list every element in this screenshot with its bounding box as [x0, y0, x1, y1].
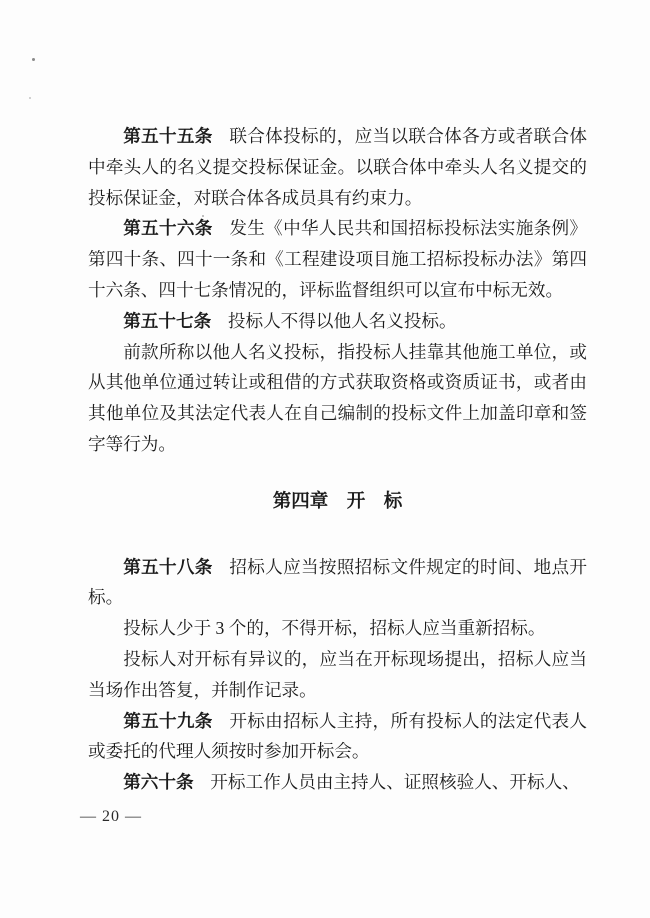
article-58-number: 第五十八条 — [123, 556, 213, 577]
article-58-paragraph-3-text: 投标人对开标有异议的，应当在开标现场提出，招标人应当当场作出答复，并制作记录。 — [88, 648, 587, 700]
article-55 — [88, 121, 587, 213]
article-57-text: 投标人不得以他人名义投标。 — [227, 310, 457, 331]
article-56-text: 发生《中华人民共和国招标投标法实施条例》第四十条、四十一条和《工程建设项目施工招标投标办法》第四十六条、四十七条情况的，评标监督组织可以宣布中标无效。 — [88, 218, 587, 300]
article-56-number: 第五十六条 — [123, 218, 213, 239]
article-56 — [88, 213, 587, 305]
article-55-text: 联合体投标的，应当以联合体各方或者联合体中牵头人的名义提交投标保证金。以联合体中牵头人名义提交的投标保证金，对联合体各成员具有约束力。 — [88, 126, 587, 208]
article-58-paragraph-3 — [88, 644, 587, 706]
article-58-paragraph-2 — [88, 613, 587, 644]
article-57-paragraph-2 — [88, 337, 587, 460]
article-58-text: 招标人应当按照招标文件规定的时间、地点开标。 — [88, 556, 587, 608]
article-59-number: 第五十九条 — [123, 710, 213, 731]
article-60 — [88, 767, 587, 798]
article-58 — [88, 552, 587, 614]
article-58-paragraph-2-text: 投标人少于 3 个的，不得开标，招标人应当重新招标。 — [123, 618, 546, 639]
article-57 — [88, 306, 587, 337]
article-59-text: 开标由招标人主持，所有投标人的法定代表人或委托的代理人须按时参加开标会。 — [88, 710, 587, 762]
article-60-text: 开标工作人员由主持人、证照核验人、开标人、 — [210, 772, 580, 793]
scan-speck — [32, 58, 35, 61]
scan-speck — [29, 97, 31, 99]
article-60-number: 第六十条 — [123, 772, 194, 793]
page-number: — 20 — — [80, 808, 142, 825]
chapter-heading: 第四章 开 标 — [272, 491, 403, 512]
article-57-paragraph-2-text: 前款所称以他人名义投标，指投标人挂靠其他施工单位，或从其他单位通过转让或租借的方式获取资格或资质证书，或者由其他单位及其法定代表人在自己编制的投标文件上加盖印章和签字等行为。 — [88, 341, 587, 454]
article-59 — [88, 706, 587, 768]
document-body — [88, 121, 587, 798]
article-57-number: 第五十七条 — [123, 310, 212, 331]
article-55-number: 第五十五条 — [123, 126, 213, 146]
